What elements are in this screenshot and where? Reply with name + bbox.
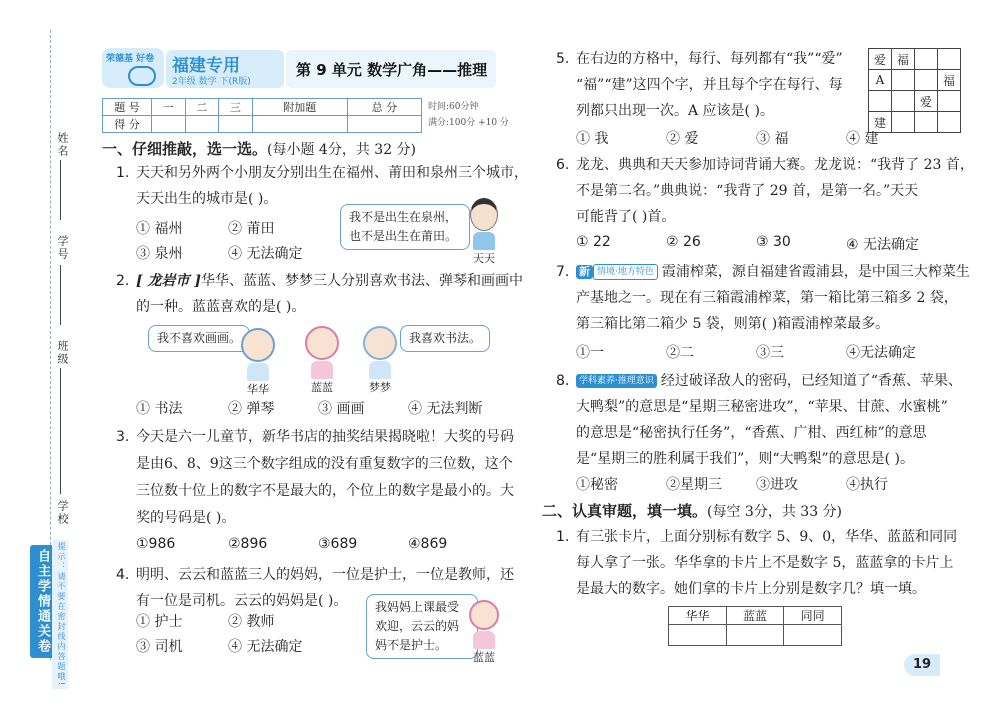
q4-option[interactable]: ③ 司机 [136,639,183,655]
grid-cell [869,91,892,112]
grid-cell: 建 [869,112,892,133]
q8-option[interactable]: ④执行 [846,477,888,493]
q6-number: 6. [556,157,570,173]
q5-number: 5. [556,51,570,67]
s2q1-line: 有三张卡片，上面分别标有数字 5、9、0，华华、蓝蓝和同同 [576,529,958,545]
q5-line: 在右边的方格中，每行、每列都有“我”“爱” [576,51,843,67]
answer-header-row [669,607,842,625]
q8-line: 经过破译敌人的密码，已经知道了“香蕉、苹果、 [660,373,963,389]
tiantian-character [466,198,502,266]
binding-tip: 提示：请不要在密封线内答题哦! [52,540,68,689]
q8-option[interactable]: ③进攻 [756,477,798,493]
score-cell[interactable] [347,116,421,133]
brand-mascot-icon [128,66,156,86]
q1-option[interactable]: ① 福州 [136,221,183,237]
header-banner [102,48,498,94]
section1-heading: 一、仔细推敲，选一选。 [102,140,268,158]
answer-header-cell: 华华 [669,607,727,625]
q8-line: 的意思是“秘密执行任务”，“香蕉、广柑、西红柿”的意思 [576,425,927,441]
q4-option[interactable]: ④ 无法确定 [228,639,303,655]
grid-cell [892,91,915,112]
q4-bubble-line: 妈不是护士。 [375,638,448,652]
grid-row [869,49,961,70]
q1-option[interactable]: ② 莆田 [228,221,275,237]
grid-cell: 福 [892,49,915,70]
series-title: 自主学情通关卷 [30,545,54,658]
q1-speech-bubble [340,204,470,250]
q3-number: 3. [116,429,130,445]
q2-line: 华华、蓝蓝、梦梦三人分别喜欢书法、弹琴和画画中 [201,273,523,289]
q4-speaker-name: 蓝蓝 [473,651,495,664]
q5-option[interactable]: ① 我 [576,131,609,147]
binding-strip [0,0,92,711]
q6-option[interactable]: ③ 30 [756,234,791,250]
q7-option[interactable]: ③三 [756,345,784,361]
s2q1-number: 1. [556,529,570,545]
q3-option[interactable]: ③689 [318,536,358,552]
q4-option[interactable]: ① 护士 [136,614,183,630]
girl-head-icon [363,326,397,360]
q1-speaker-name: 天天 [473,252,495,265]
score-cell[interactable] [219,116,253,133]
full-score: 满分:100分 +10 分 [428,118,509,128]
q3-line: 今天是六一儿童节，新华书店的抽奖结果揭晓啦！大奖的号码 [136,429,514,445]
answer-header-cell: 同同 [784,607,842,625]
time-limit: 时间:60分钟 [428,102,479,112]
q7-option[interactable]: ②二 [666,345,694,361]
girl-head-icon [241,328,275,362]
q3-option[interactable]: ②896 [228,536,268,552]
q5-option[interactable]: ④ 建 [846,131,879,147]
q3-line: 三位数十位上的数字不是最大的，个位上的数字是最小的。大 [136,483,514,499]
q3-line: 奖的号码是( )。 [136,510,236,526]
q2-bubble-right: 我喜欢书法。 [400,325,490,352]
score-row [103,116,422,133]
q1-line: 天天出生的城市是( )。 [136,191,278,207]
page-number: 19 [913,657,932,672]
grade-label: 2年级 数学 下(R版) [172,77,251,87]
girl-body-icon [369,361,391,379]
answer-cell[interactable] [784,625,842,646]
q2-line: 的一种。蓝蓝喜欢的是( )。 [136,299,306,315]
name-line[interactable] [60,160,61,220]
q1-line: 天天和另外两个小朋友分别出生在福州、莆田和泉州三个城市， [136,165,528,181]
q2-name: 蓝蓝 [311,381,333,394]
q2-option[interactable]: ② 弹琴 [228,401,275,417]
score-cell[interactable] [152,116,186,133]
q1-bubble-line: 我不是出生在泉州， [349,210,458,224]
grid-cell: A [869,70,892,91]
lanlan-character [302,326,342,395]
q7-line: 产基地之一。现在有三箱霞浦榨菜，第一箱比第三箱多 2 袋， [576,290,958,306]
q4-option[interactable]: ② 教师 [228,614,275,630]
grid-cell: 福 [938,70,961,91]
section2-title [542,500,842,521]
girl-body-icon [473,631,495,649]
score-cell[interactable] [185,116,219,133]
grid-cell [938,112,961,133]
name-label: 姓名 [56,132,69,158]
grid-cell [938,91,961,112]
q7-first-line [576,259,970,285]
s2q1-answer-table [668,606,842,646]
q1-number: 1. [116,165,130,181]
score-header-cell: 题 号 [103,99,152,116]
q6-option[interactable]: ④ 无法确定 [846,237,920,253]
q6-option[interactable]: ① 22 [576,234,611,250]
q3-option[interactable]: ④869 [408,536,448,552]
class-label: 班级 [56,340,69,366]
q5-line: “福”“建”这四个字，并且每个字在每行、每 [576,77,843,93]
q2-option[interactable]: ④ 无法判断 [408,401,483,417]
q7-context-tag: 情境·地方特色 [593,264,658,280]
grid-cell: 爱 [869,49,892,70]
boy-body-icon [473,232,495,250]
q4-bubble-line: 我妈妈上课最受 [375,600,460,614]
q1-option[interactable]: ④ 无法确定 [228,246,303,262]
score-table [102,98,422,133]
q2-bubble-left: 我不喜欢画画。 [148,325,250,352]
mengmeng-character [360,326,400,395]
answer-cell[interactable] [726,625,784,646]
q2-number: 2. [116,273,130,289]
q8-literacy-tag: 学科素养·推理意识 [576,374,657,388]
grid-row [869,91,961,112]
q7-line: 霞浦榨菜，源自福建省霞浦县，是中国三大榨菜生 [661,264,970,280]
grid-cell [915,70,938,91]
section2-note: (每空 3分，共 33 分) [707,504,843,520]
huahua-character [238,328,278,397]
q7-option[interactable]: ④无法确定 [846,345,916,361]
girl-head-icon [305,326,339,360]
q1-option[interactable]: ③ 泉州 [136,246,183,262]
q4-line: 明明、云云和蓝蓝三人的妈妈，一位是护士，一位是教师，还 [136,567,514,583]
q6-option[interactable]: ② 26 [666,234,701,250]
grid-cell: 爱 [915,91,938,112]
id-line[interactable] [60,265,61,325]
boy-head-icon [470,198,498,231]
q7-new-tag: 新 [576,265,593,279]
q2-option[interactable]: ① 书法 [136,401,183,417]
q3-line: 是由6、8、9这三个数字组成的没有重复数字的三位数，这个 [136,456,513,472]
q3-option[interactable]: ①986 [136,536,176,552]
s2q1-line: 是最大的数字。她们拿的卡片上分别是数字几？填一填。 [576,581,926,597]
school-line[interactable] [60,424,61,494]
q6-line: 龙龙、典典和天天参加诗词背诵大赛。龙龙说：“我背了 23 首， [576,157,974,173]
girl-head-icon [469,600,499,630]
score-row-label: 得 分 [103,116,152,133]
grid-row [869,70,961,91]
score-header-cell: 三 [219,99,253,116]
q4-line: 有一位是司机。云云的妈妈是( )。 [136,593,348,609]
section1-note: (每小题 4分，共 32 分) [267,142,417,158]
q5-option[interactable]: ③ 福 [756,131,789,147]
q4-number: 4. [116,567,130,583]
q7-line: 第三箱比第二箱少 5 袋，则第( )箱霞浦榨菜最多。 [576,316,890,332]
answer-cell[interactable] [669,625,727,646]
q8-option[interactable]: ①秘密 [576,477,618,493]
brand-text: 荣德基 好卷 [106,54,155,64]
score-header-row [103,99,422,116]
unit-title-box [286,50,496,88]
q4-speech-bubble [366,594,478,659]
brand-logo [102,48,164,88]
q2-option[interactable]: ③ 画画 [318,401,365,417]
grid-cell [892,70,915,91]
lanlan-character [466,600,502,665]
grid-row [869,112,961,133]
q5-option[interactable]: ② 爱 [666,131,699,147]
q5-grid [868,48,961,133]
q1-bubble-line: 也不是出生在莆田。 [349,229,458,243]
unit-title: 第 9 单元 数学广角——推理 [296,61,488,79]
q4-bubble-line: 欢迎，云云的妈 [375,619,460,633]
q2-first-line [136,268,523,294]
grid-cell [915,112,938,133]
girl-body-icon [311,361,333,379]
q6-line: 可能背了( )首。 [576,209,676,225]
q2-name: 梦梦 [369,381,391,394]
special-box [166,50,284,88]
section1-title [102,138,416,159]
id-label: 学号 [56,235,69,261]
q8-number: 8. [556,373,570,389]
q6-line: 不是第二名。”典典说：“我背了 29 首，是第一名。”天天 [576,183,919,199]
girl-body-icon [247,363,269,381]
answer-header-cell: 蓝蓝 [726,607,784,625]
section2-heading: 二、认真审题，填一填。 [542,502,708,520]
s2q1-line: 每人拿了一张。华华拿的卡片上不是数字 5，蓝蓝拿的卡片上 [576,555,954,571]
score-header-cell: 附加题 [252,99,347,116]
page-number-badge [904,654,940,676]
q8-line: 大鸭梨”的意思是“星期三秘密进攻”，“苹果、甘蔗、水蜜桃” [576,399,948,415]
q8-line: 是“星期三的胜利属于我们”，则“大鸭梨”的意思是( )。 [576,451,915,467]
q7-option[interactable]: ①一 [576,345,604,361]
special-label: 福建专用 [172,56,240,76]
school-label: 学校 [56,500,69,526]
score-cell[interactable] [252,116,347,133]
q8-option[interactable]: ②星期三 [666,477,722,493]
answer-row [669,625,842,646]
grid-cell [915,49,938,70]
grid-cell [892,112,915,133]
q2-name: 华华 [247,383,269,396]
q7-number: 7. [556,264,570,280]
grid-cell [938,49,961,70]
q8-first-line [576,368,962,394]
score-header-cell: 总 分 [347,99,421,116]
score-header-cell: 一 [152,99,186,116]
score-header-cell: 二 [185,99,219,116]
q5-line: 列都只出现一次。A 应该是( )。 [576,103,774,119]
q2-region-tag: [ 龙岩市 ] [136,273,201,289]
